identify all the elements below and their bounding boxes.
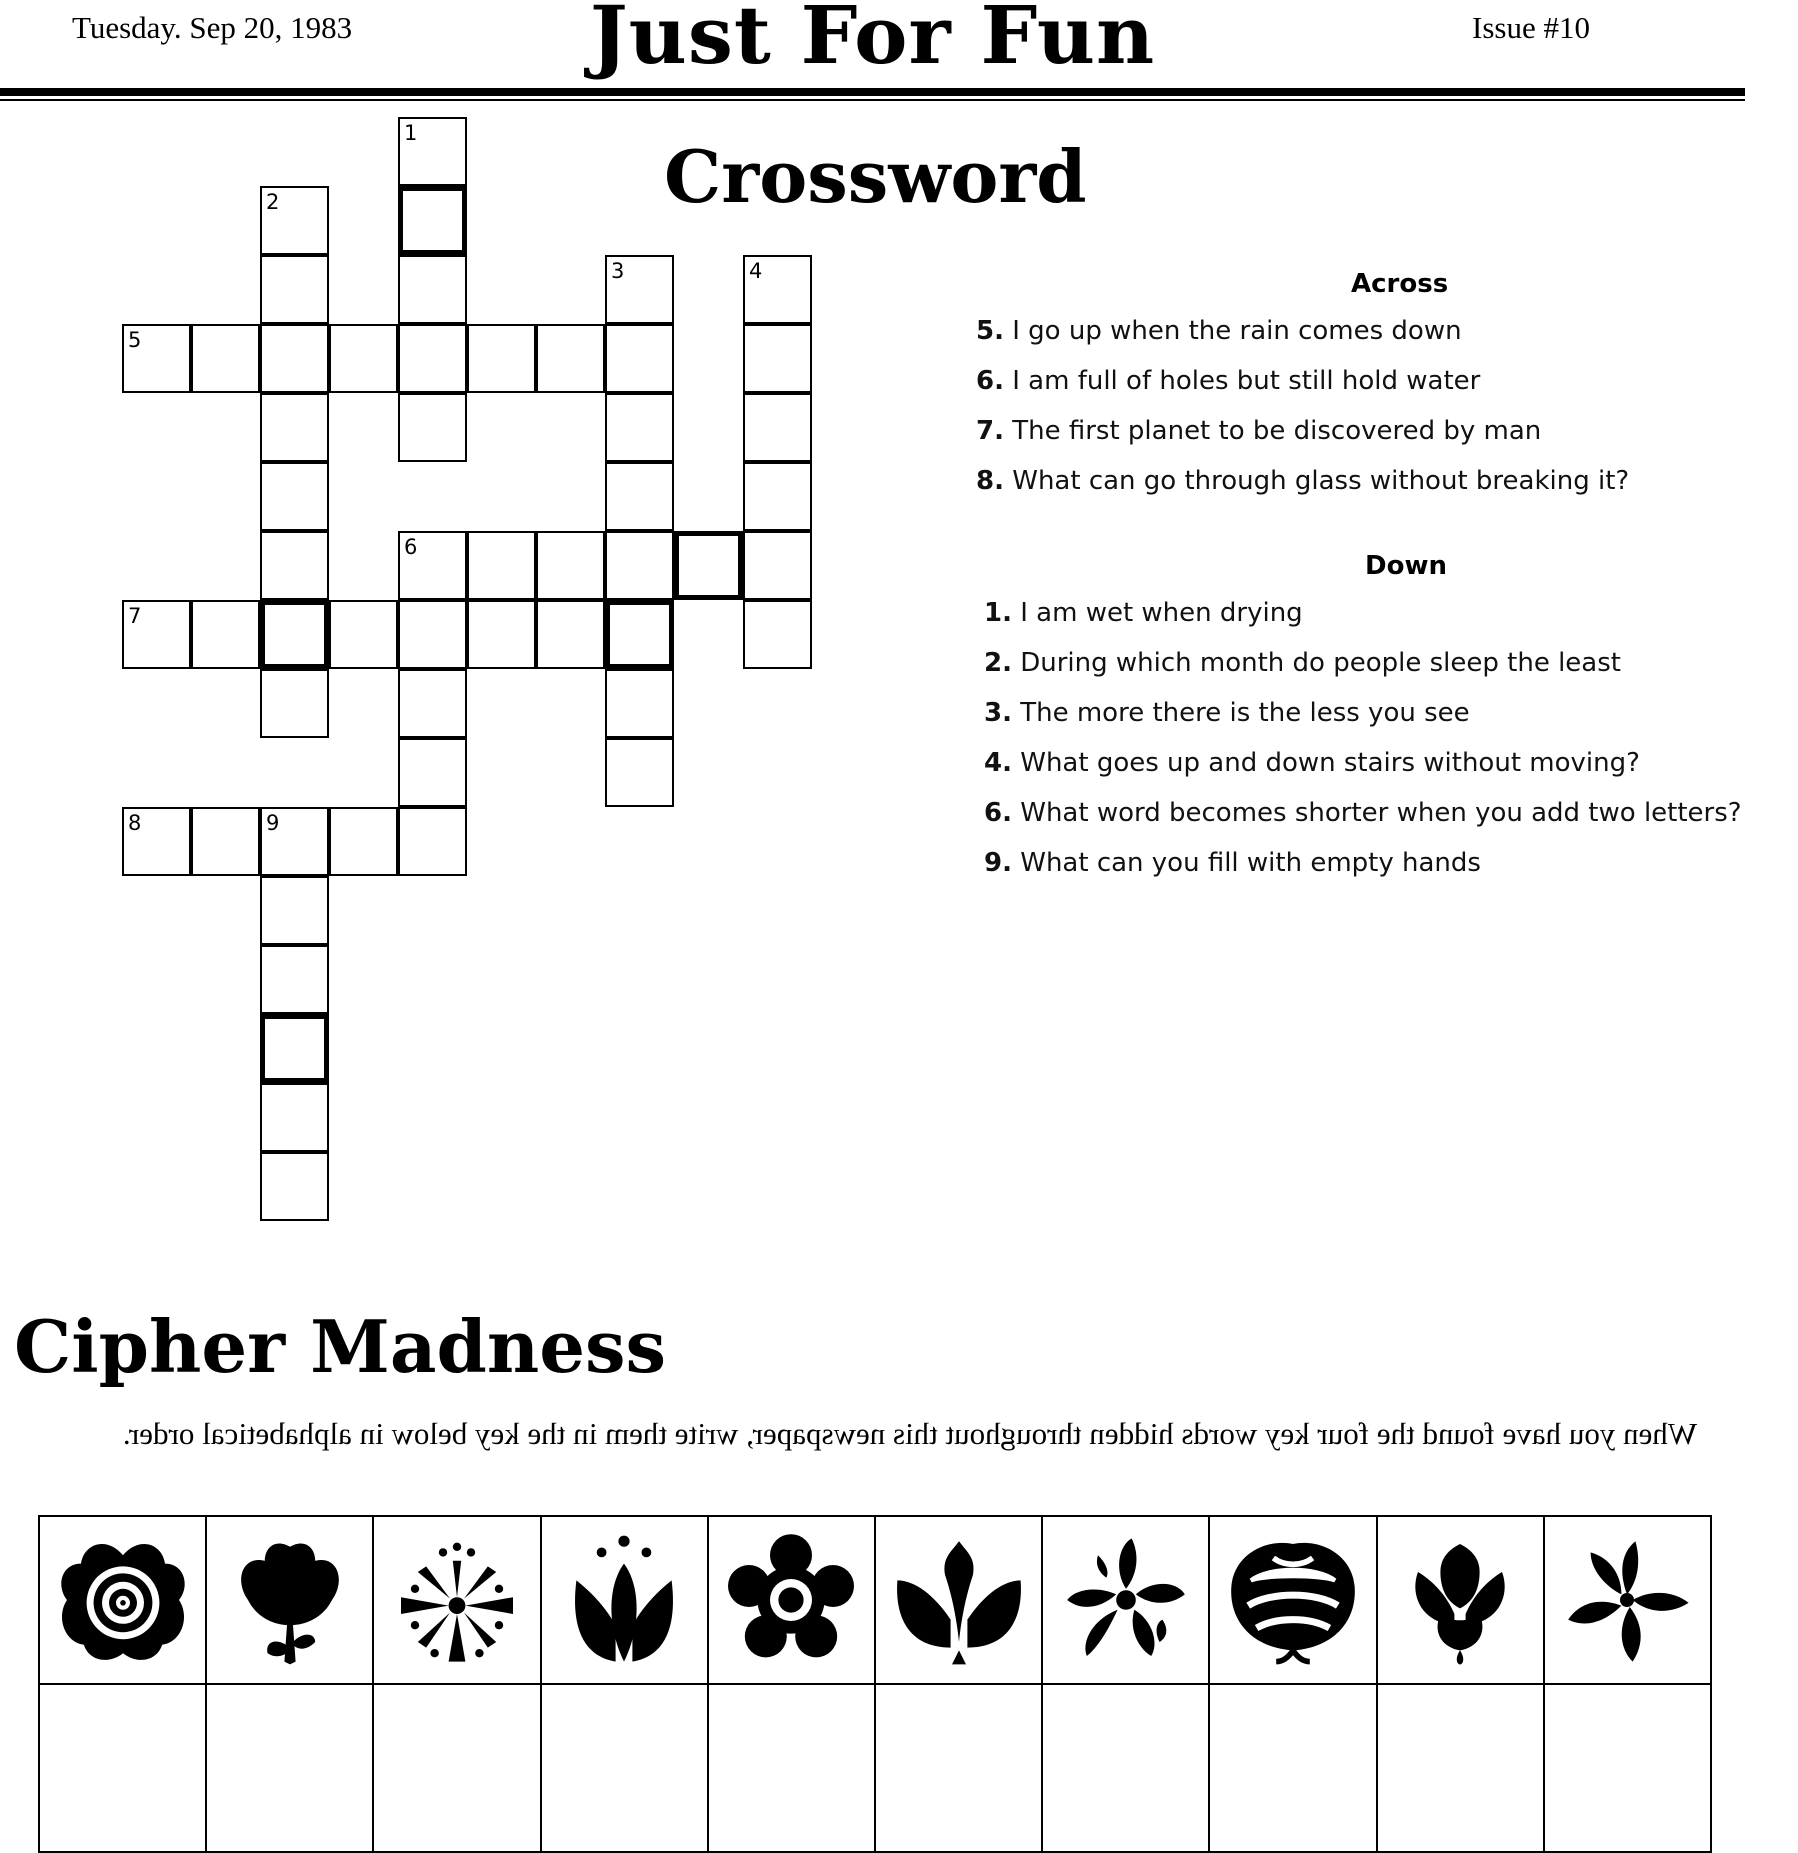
down-heading: Down	[1365, 551, 1447, 581]
crossword-cell[interactable]	[536, 324, 605, 393]
crossword-cell[interactable]	[191, 600, 260, 669]
answer-cell[interactable]	[1377, 1684, 1544, 1852]
tulip-icon	[542, 1530, 707, 1670]
crossword-cell[interactable]	[398, 393, 467, 462]
crossword-cell[interactable]	[743, 324, 812, 393]
clue-number: 6.	[976, 366, 1004, 396]
crossword-cell[interactable]	[605, 531, 674, 600]
clue-number: 9.	[984, 848, 1012, 878]
crossword-cell[interactable]	[605, 462, 674, 531]
crossword-cell[interactable]	[398, 117, 467, 186]
clue-text: The first planet to be discovered by man	[1012, 416, 1542, 446]
symbol-cell	[39, 1516, 206, 1684]
crossword-cell[interactable]	[743, 600, 812, 669]
symbol-row	[39, 1516, 1711, 1684]
crossword-cell[interactable]	[122, 600, 191, 669]
crossword-cell[interactable]	[398, 255, 467, 324]
clue-across-3	[976, 466, 1629, 496]
crossword-cell[interactable]	[674, 531, 743, 600]
clue-text: I go up when the rain comes down	[1012, 316, 1462, 346]
clue-number: 2.	[984, 648, 1012, 678]
crossword-cell[interactable]	[605, 600, 674, 669]
answer-cell[interactable]	[373, 1684, 540, 1852]
crossword-cell[interactable]	[260, 255, 329, 324]
symbol-cell	[206, 1516, 373, 1684]
clue-across-2	[976, 416, 1541, 446]
answer-cell[interactable]	[1209, 1684, 1376, 1852]
crossword-cell[interactable]	[398, 531, 467, 600]
crossword-cell[interactable]	[260, 669, 329, 738]
starburst-icon	[374, 1530, 539, 1670]
crossword-cell[interactable]	[398, 324, 467, 393]
cell-number: 3	[611, 259, 625, 283]
crossword-cell[interactable]	[743, 531, 812, 600]
crossword-cell[interactable]	[329, 807, 398, 876]
cell-number: 2	[266, 190, 280, 214]
crossword-cell[interactable]	[605, 324, 674, 393]
answer-cell[interactable]	[875, 1684, 1042, 1852]
clue-number: 4.	[984, 748, 1012, 778]
star-flower-icon	[1545, 1530, 1710, 1670]
crossword-cell[interactable]	[605, 255, 674, 324]
crossword-cell[interactable]	[398, 807, 467, 876]
cell-number: 1	[404, 121, 418, 145]
clue-text: The more there is the less you see	[1020, 698, 1470, 728]
crossword-cell[interactable]	[467, 531, 536, 600]
peony-icon	[1210, 1530, 1375, 1670]
clue-text: What word becomes shorter when you add two letters?	[1020, 798, 1742, 828]
symbol-cell	[708, 1516, 875, 1684]
crossword-cell[interactable]	[260, 531, 329, 600]
symbol-cell	[373, 1516, 540, 1684]
cell-number: 9	[266, 811, 280, 835]
crossword-cell[interactable]	[122, 807, 191, 876]
clue-down-3	[984, 748, 1640, 778]
answer-row	[39, 1684, 1711, 1852]
clue-down-5	[984, 848, 1481, 878]
crossword-cell[interactable]	[398, 669, 467, 738]
clue-across-1	[976, 366, 1480, 396]
crossword-cell[interactable]	[329, 324, 398, 393]
crossword-cell[interactable]	[260, 1014, 329, 1083]
cell-number: 5	[128, 328, 142, 352]
cell-number: 8	[128, 811, 142, 835]
cipher-instructions: When you have found the four key words hidden throughout this newspaper, write them in the key below in alphabetical order.	[122, 1416, 1698, 1451]
lotus-icon	[876, 1530, 1041, 1670]
clue-down-4	[984, 798, 1742, 828]
cipher-title: Cipher Madness	[14, 1304, 667, 1389]
crossword-cell[interactable]	[605, 669, 674, 738]
crossword-cell[interactable]	[398, 186, 467, 255]
newspaper-title: Just For Fun	[589, 0, 1156, 82]
clue-number: 7.	[976, 416, 1004, 446]
clue-text: During which month do people sleep the least	[1020, 648, 1621, 678]
answer-cell[interactable]	[541, 1684, 708, 1852]
clue-number: 3.	[984, 698, 1012, 728]
cipher-key-table	[38, 1515, 1712, 1853]
crossword-cell[interactable]	[536, 531, 605, 600]
crossword-title: Crossword	[664, 134, 1087, 219]
clue-text: What goes up and down stairs without moving?	[1020, 748, 1640, 778]
clue-number: 8.	[976, 466, 1004, 496]
clue-text: What can you fill with empty hands	[1020, 848, 1481, 878]
symbol-cell	[1544, 1516, 1711, 1684]
clue-number: 1.	[984, 598, 1012, 628]
crossword-cell[interactable]	[329, 600, 398, 669]
answer-cell[interactable]	[708, 1684, 875, 1852]
answer-cell[interactable]	[206, 1684, 373, 1852]
cell-number: 6	[404, 535, 418, 559]
crossword-cell[interactable]	[191, 324, 260, 393]
clue-number: 5.	[976, 316, 1004, 346]
crossword-cell[interactable]	[260, 462, 329, 531]
symbol-cell	[1209, 1516, 1376, 1684]
clue-text: I am wet when drying	[1020, 598, 1303, 628]
clue-down-2	[984, 698, 1470, 728]
cell-number: 7	[128, 604, 142, 628]
crossword-cell[interactable]	[467, 324, 536, 393]
symbol-cell	[875, 1516, 1042, 1684]
crossword-cell[interactable]	[260, 876, 329, 945]
cell-number: 4	[749, 259, 763, 283]
clue-text: I am full of holes but still hold water	[1012, 366, 1481, 396]
crossword-cell[interactable]	[743, 393, 812, 462]
clue-number: 6.	[984, 798, 1012, 828]
crossword-cell[interactable]	[260, 600, 329, 669]
clue-down-1	[984, 648, 1621, 678]
clue-across-0	[976, 316, 1462, 346]
crossword-cell[interactable]	[743, 462, 812, 531]
crossword-cell[interactable]	[260, 807, 329, 876]
crossword-cell[interactable]	[605, 738, 674, 807]
bud-icon	[1378, 1530, 1543, 1670]
across-heading: Across	[1351, 269, 1449, 299]
crossword-cell[interactable]	[260, 1152, 329, 1221]
issue-number: Issue #10	[1472, 10, 1590, 45]
crossword-cell[interactable]	[191, 807, 260, 876]
crossword-cell[interactable]	[122, 324, 191, 393]
issue-date: Tuesday. Sep 20, 1983	[72, 10, 353, 45]
crossword-cell[interactable]	[260, 1083, 329, 1152]
tulip-stem-icon	[207, 1530, 372, 1670]
answer-cell[interactable]	[1042, 1684, 1209, 1852]
crossword-cell[interactable]	[398, 600, 467, 669]
crossword-cell[interactable]	[260, 324, 329, 393]
daisy-icon	[1043, 1530, 1208, 1670]
round-flower-icon	[709, 1530, 874, 1670]
crossword-cell[interactable]	[743, 255, 812, 324]
clue-down-0	[984, 598, 1303, 628]
answer-cell[interactable]	[1544, 1684, 1711, 1852]
clue-text: What can go through glass without breaking it?	[1012, 466, 1630, 496]
crossword-cell[interactable]	[605, 393, 674, 462]
symbol-cell	[1042, 1516, 1209, 1684]
rose-icon	[40, 1530, 205, 1670]
crossword-cell[interactable]	[260, 186, 329, 255]
crossword-cell[interactable]	[260, 945, 329, 1014]
crossword-cell[interactable]	[467, 600, 536, 669]
symbol-cell	[1377, 1516, 1544, 1684]
crossword-cell[interactable]	[536, 600, 605, 669]
crossword-cell[interactable]	[398, 738, 467, 807]
crossword-cell[interactable]	[260, 393, 329, 462]
symbol-cell	[541, 1516, 708, 1684]
answer-cell[interactable]	[39, 1684, 206, 1852]
